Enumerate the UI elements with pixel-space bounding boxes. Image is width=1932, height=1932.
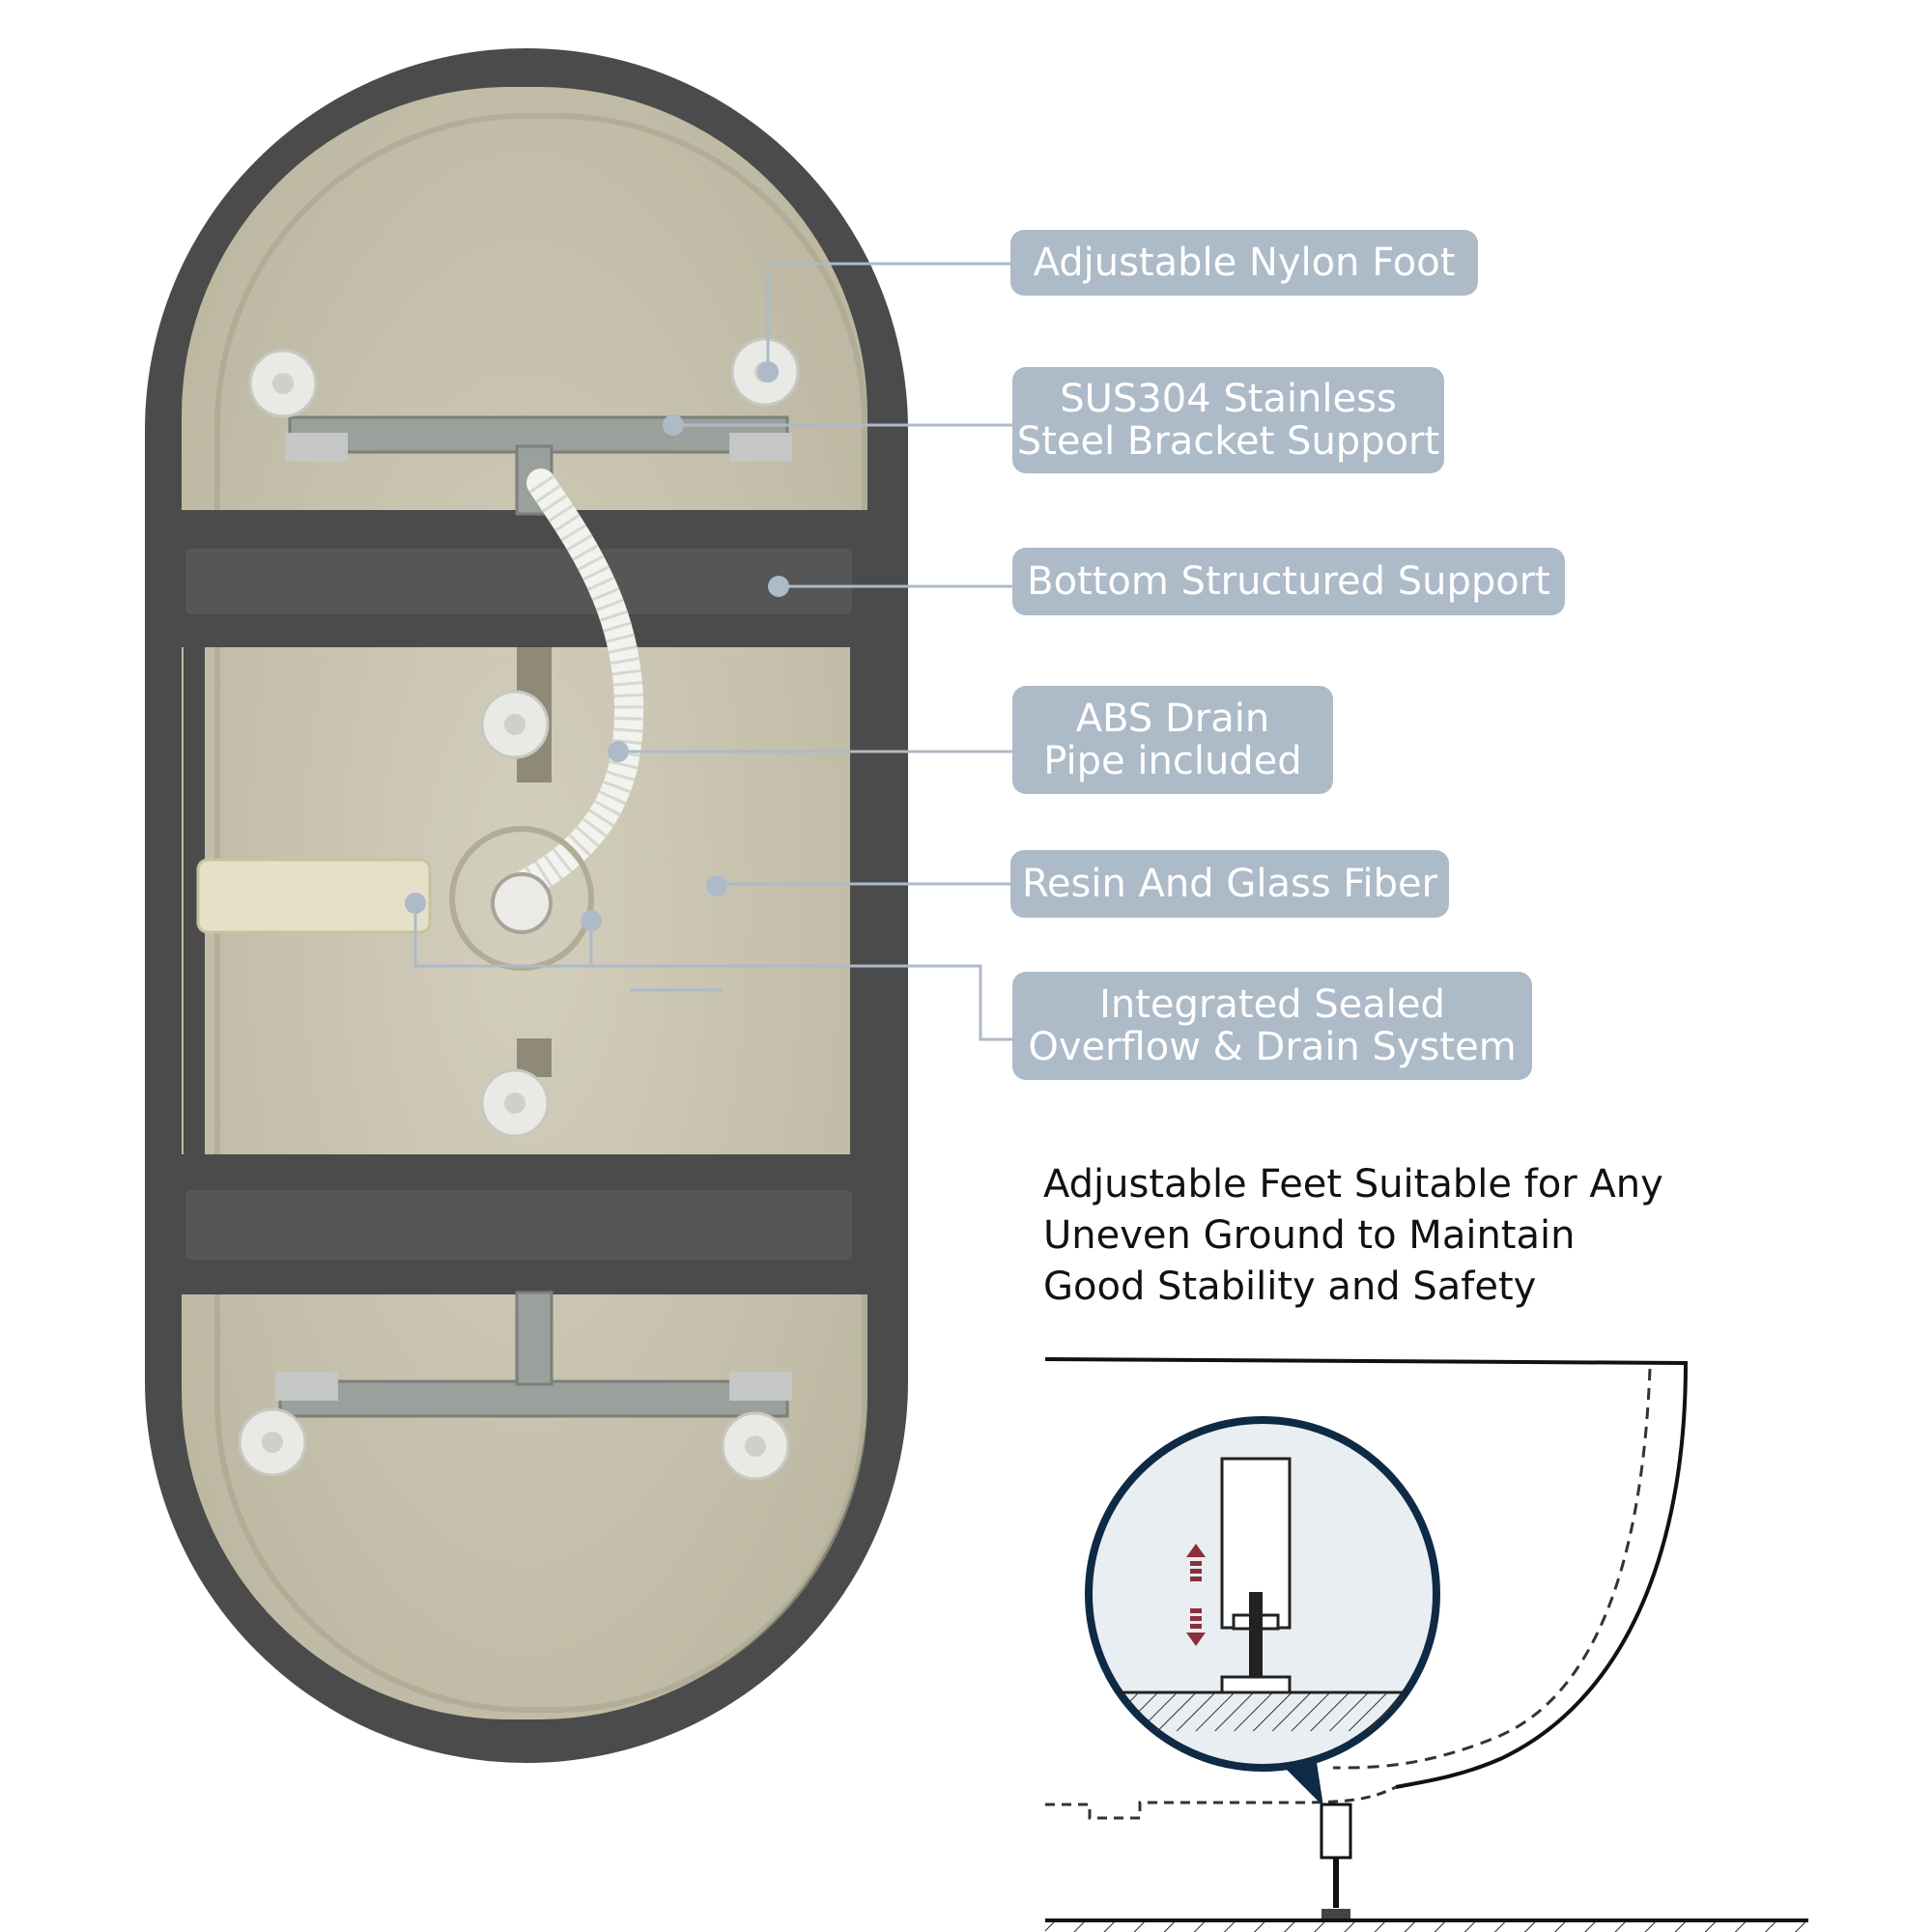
dot-nylon-foot [757, 361, 779, 383]
zoom-foot-rod [1249, 1592, 1263, 1677]
zoom-foot-pad [1222, 1677, 1290, 1692]
callout-overflow-drain-system [1012, 972, 1532, 1080]
callout-stainless-bracket-line1: SUS304 Stainless [1060, 377, 1397, 421]
nylon-foot-middle-lower [482, 1070, 548, 1136]
side-rail-right [850, 642, 871, 1159]
caption-line-2: Uneven Ground to Maintain [1043, 1213, 1576, 1258]
callout-adjustable-nylon-foot-text: Adjustable Nylon Foot [1033, 241, 1456, 285]
tub-underside [145, 48, 908, 1763]
dot-resin [706, 875, 727, 896]
callout-resin-glass-fiber [1010, 850, 1449, 918]
callout-resin-glass-fiber-text: Resin And Glass Fiber [1021, 862, 1438, 906]
dot-overflow-drain [581, 910, 602, 931]
bottom-support-band-lower-inner [185, 1190, 852, 1260]
caption-line-1: Adjustable Feet Suitable for Any [1043, 1162, 1663, 1207]
bottom-support-band-upper-inner [185, 549, 852, 614]
nylon-foot-middle-upper [482, 692, 548, 757]
caption-line-3: Good Stability and Safety [1043, 1264, 1537, 1309]
callout-stainless-bracket [1012, 367, 1444, 473]
dot-drain-pipe [608, 741, 629, 762]
installation-sketch [1045, 1359, 1808, 1932]
sketch-foot-pad [1321, 1909, 1350, 1918]
callout-abs-drain-pipe-line1: ABS Drain [1075, 696, 1270, 741]
ground-hatch [1045, 1922, 1808, 1932]
nylon-foot-bottom-left [240, 1409, 305, 1475]
dot-overflow [405, 893, 426, 914]
callout-bottom-structured-support [1012, 548, 1565, 615]
nylon-foot-bottom-right [723, 1413, 788, 1479]
adjustable-feet-caption [1043, 1159, 1663, 1313]
callout-overflow-drain-system-line1: Integrated Sealed [1099, 982, 1445, 1027]
drain-outlet-cap [493, 874, 551, 932]
nylon-foot-top-left [250, 351, 316, 416]
overflow-channel [198, 860, 430, 932]
callout-overflow-drain-system-line2: Overflow & Drain System [1028, 1025, 1517, 1069]
dot-bottom-support [768, 576, 789, 597]
callout-bottom-structured-support-text: Bottom Structured Support [1027, 559, 1550, 604]
callout-abs-drain-pipe-line2: Pipe included [1043, 739, 1302, 783]
sketch-foot-housing [1321, 1804, 1350, 1858]
dot-bracket [663, 414, 684, 436]
callout-adjustable-nylon-foot [1010, 230, 1478, 296]
callout-stainless-bracket-line2: Steel Bracket Support [1016, 419, 1440, 464]
callout-abs-drain-pipe [1012, 686, 1333, 794]
